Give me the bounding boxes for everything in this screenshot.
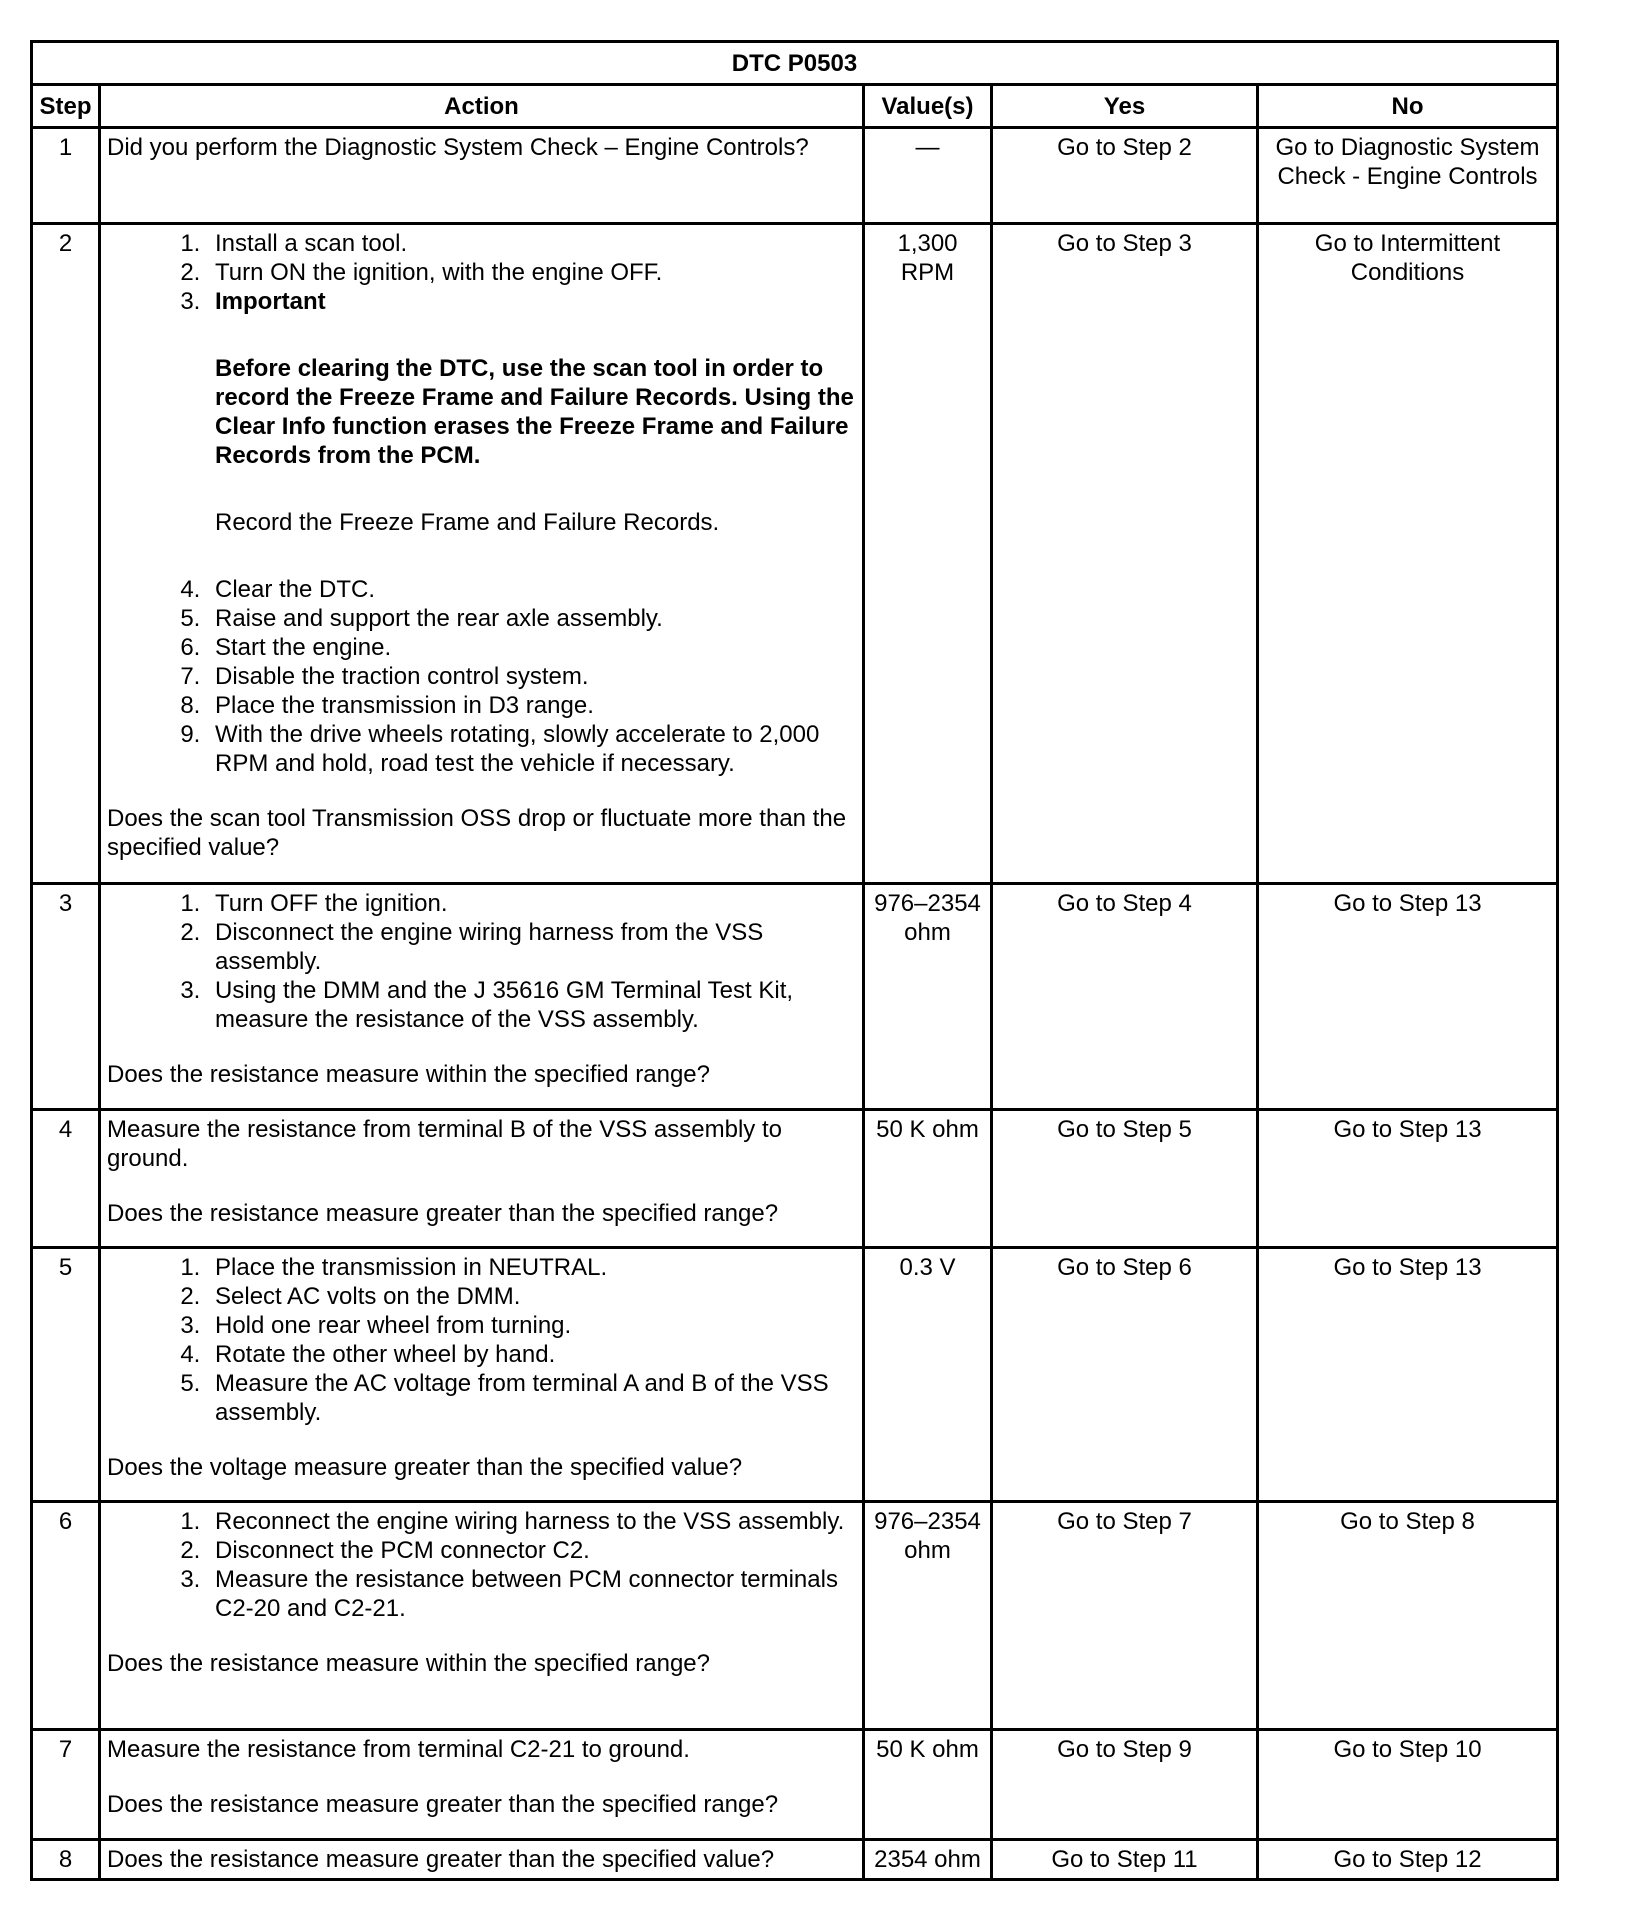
list-item: 4. Rotate the other wheel by hand. — [207, 1340, 856, 1369]
list-item: 4. Clear the DTC. — [207, 575, 856, 604]
list-item: 3. Measure the resistance between PCM connector terminals C2-20 and C2-21. — [207, 1565, 856, 1623]
important-label: Important — [215, 288, 326, 315]
step-number: 1 — [32, 128, 100, 224]
procedure-list — [107, 889, 856, 1034]
step-number: 4 — [32, 1110, 100, 1248]
header-value: Value(s) — [864, 85, 992, 128]
yes-cell: Go to Step 7 — [992, 1502, 1258, 1730]
value-cell: 50 K ohm — [864, 1110, 992, 1248]
list-item: 1. Place the transmission in NEUTRAL. — [207, 1253, 856, 1282]
list-item: 1. Turn OFF the ignition. — [207, 889, 856, 918]
list-item: 6. Start the engine. — [207, 633, 856, 662]
step-number: 3 — [32, 884, 100, 1110]
no-cell: Go to Step 8 — [1258, 1502, 1558, 1730]
list-item: 5. Raise and support the rear axle assembly. — [207, 604, 856, 633]
no-cell: Go to Step 10 — [1258, 1730, 1558, 1840]
no-cell: Go to Step 12 — [1258, 1840, 1558, 1880]
list-item — [207, 287, 856, 537]
header-step: Step — [32, 85, 100, 128]
list-item: 5. Measure the AC voltage from terminal A and B of the VSS assembly. — [207, 1369, 856, 1427]
value-cell: 50 K ohm — [864, 1730, 992, 1840]
yes-cell: Go to Step 5 — [992, 1110, 1258, 1248]
action-text: Measure the resistance from terminal B of the VSS assembly to ground. — [107, 1116, 782, 1172]
header-action: Action — [100, 85, 864, 128]
value-cell: 976–2354 ohm — [864, 884, 992, 1110]
step-question: Does the resistance measure within the specified range? — [107, 1650, 710, 1677]
step-number: 6 — [32, 1502, 100, 1730]
action-text: Does the resistance measure greater than the specified value? — [107, 1846, 775, 1873]
table-row — [32, 1730, 1558, 1840]
list-item: 2. Select AC volts on the DMM. — [207, 1282, 856, 1311]
yes-cell: Go to Step 3 — [992, 224, 1258, 884]
action-cell — [100, 1248, 864, 1502]
yes-cell: Go to Step 4 — [992, 884, 1258, 1110]
action-cell — [100, 884, 864, 1110]
value-cell: 1,300 RPM — [864, 224, 992, 884]
no-cell: Go to Diagnostic System Check - Engine Controls — [1258, 128, 1558, 224]
value-cell: 0.3 V — [864, 1248, 992, 1502]
list-item: 3. Hold one rear wheel from turning. — [207, 1311, 856, 1340]
list-item: 7. Disable the traction control system. — [207, 662, 856, 691]
action-cell — [100, 128, 864, 224]
step-question: Does the voltage measure greater than the specified value? — [107, 1454, 743, 1481]
header-yes: Yes — [992, 85, 1258, 128]
step-question: Does the resistance measure greater than the specified range? — [107, 1791, 779, 1818]
action-cell — [100, 224, 864, 884]
list-item: 3. Using the DMM and the J 35616 GM Terminal Test Kit, measure the resistance of the VSS assembly. — [207, 976, 856, 1034]
action-text: Did you perform the Diagnostic System Check – Engine Controls? — [107, 134, 809, 161]
table-row — [32, 1502, 1558, 1730]
important-note: Before clearing the DTC, use the scan tool in order to record the Freeze Frame and Failure Records. Using the Clear Info function erases the Freeze Frame and Failure Records from the PCM. — [215, 355, 854, 469]
yes-cell: Go to Step 6 — [992, 1248, 1258, 1502]
yes-cell: Go to Step 2 — [992, 128, 1258, 224]
title-row — [32, 42, 1558, 85]
step-question: Does the resistance measure within the specified range? — [107, 1061, 710, 1088]
table-title: DTC P0503 — [32, 42, 1558, 85]
action-cell — [100, 1730, 864, 1840]
value-cell: — — [864, 128, 992, 224]
table-row — [32, 1248, 1558, 1502]
action-cell — [100, 1502, 864, 1730]
table-row — [32, 1840, 1558, 1880]
no-cell: Go to Step 13 — [1258, 1248, 1558, 1502]
value-cell: 2354 ohm — [864, 1840, 992, 1880]
step-number: 7 — [32, 1730, 100, 1840]
action-cell — [100, 1110, 864, 1248]
list-item: 8. Place the transmission in D3 range. — [207, 691, 856, 720]
step-question: Does the scan tool Transmission OSS drop or fluctuate more than the specified value? — [107, 805, 847, 861]
header-no: No — [1258, 85, 1558, 128]
procedure-list — [107, 1507, 856, 1623]
action-text: Measure the resistance from terminal C2-21 to ground. — [107, 1736, 690, 1763]
yes-cell: Go to Step 9 — [992, 1730, 1258, 1840]
no-cell: Go to Intermittent Conditions — [1258, 224, 1558, 884]
action-cell — [100, 1840, 864, 1880]
yes-cell: Go to Step 11 — [992, 1840, 1258, 1880]
step-number: 2 — [32, 224, 100, 884]
dtc-table — [30, 40, 1559, 1881]
no-cell: Go to Step 13 — [1258, 1110, 1558, 1248]
table-row — [32, 224, 1558, 884]
no-cell: Go to Step 13 — [1258, 884, 1558, 1110]
value-cell: 976–2354 ohm — [864, 1502, 992, 1730]
list-item: 2. Disconnect the engine wiring harness from the VSS assembly. — [207, 918, 856, 976]
step-question: Does the resistance measure greater than the specified range? — [107, 1200, 779, 1227]
step-number: 8 — [32, 1840, 100, 1880]
list-item: 1. Install a scan tool. — [207, 229, 856, 258]
header-row — [32, 85, 1558, 128]
procedure-list — [107, 229, 856, 778]
step-number: 5 — [32, 1248, 100, 1502]
procedure-list — [107, 1253, 856, 1427]
record-instruction: Record the Freeze Frame and Failure Records. — [215, 509, 720, 536]
table-row — [32, 1110, 1558, 1248]
list-item: 1. Reconnect the engine wiring harness to the VSS assembly. — [207, 1507, 856, 1536]
table-row — [32, 884, 1558, 1110]
list-item: 2. Disconnect the PCM connector C2. — [207, 1536, 856, 1565]
list-item: 2. Turn ON the ignition, with the engine OFF. — [207, 258, 856, 287]
table-row — [32, 128, 1558, 224]
list-item: 9. With the drive wheels rotating, slowly accelerate to 2,000 RPM and hold, road test the vehicle if necessary. — [207, 720, 856, 778]
